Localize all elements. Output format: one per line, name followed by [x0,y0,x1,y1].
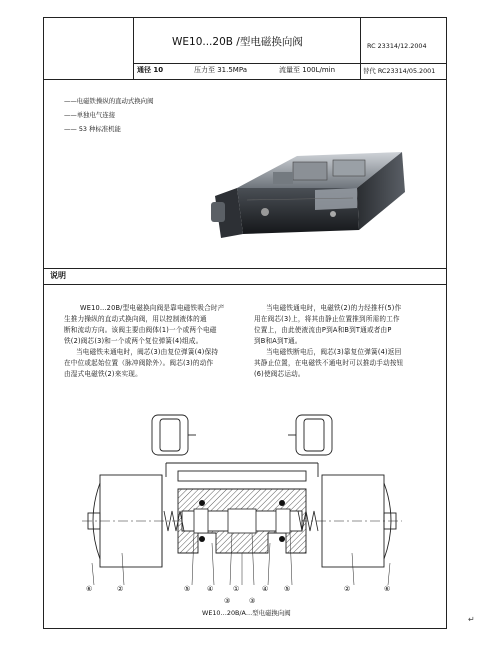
section-top-line [44,268,446,269]
callout-1: ① [233,585,240,593]
feature-item: ——单独电气连接 [64,111,116,119]
callout-4: ④ [207,585,214,593]
desc-line: 断和流动方向。该阀主要由阀体(1)一个或两个电磁 [64,326,217,334]
desc-line: 位置上，由此使液流由P到A和B到T通或者由P [254,326,392,334]
document-frame [43,17,447,629]
desc-line: 当电磁铁未通电时，阀芯(3)由复位弹簧(4)保持 [76,348,219,356]
spec-flow: 流量至 100L/min [279,66,336,74]
callout-5: ⑤ [284,585,291,593]
description-left [64,303,225,380]
valve-product-photo [207,130,417,240]
desc-line: 当电磁铁断电后，阀芯(3)靠复位弹簧(4)返回 [266,348,402,356]
doc-code: RC 23314/12.2004 [367,42,427,50]
callout-3: ③ [249,597,256,605]
callout-2: ② [117,585,124,593]
feature-item: ——电磁铁操纵的直动式换向阀 [64,97,154,105]
spec-pressure: 压力至 31.5MPa [194,66,248,74]
return-mark: ↵ [468,615,475,624]
header-bottom-line [44,79,446,80]
callout-4: ④ [262,585,269,593]
callout-2: ② [344,585,351,593]
section-title: 说明 [50,271,66,280]
desc-line: 用在阀芯(3)上，将其由静止位置推到所需的工作 [254,315,400,323]
desc-line: 当电磁铁通电时，电磁铁(2)的力经推杆(5)作 [266,304,402,312]
desc-line: 在中位或起始位置（脉冲阀除外）。阀芯(3)的动作 [64,359,214,367]
figure-caption: WE10…20B/A…型电磁换向阀 [202,609,291,617]
logo-box-border [133,18,134,79]
description-right [254,303,403,380]
section-bottom-line [44,284,446,285]
desc-line: 生推力操纵的直动式换向阀，用以控制液体的通 [64,315,207,323]
desc-line: 由湿式电磁铁(2)来实现。 [64,370,142,378]
callout-6: ⑥ [384,585,391,593]
header-divider [133,63,446,64]
feature-item: —— 53 种标准机能 [64,125,121,133]
callout-6: ⑥ [86,585,93,593]
desc-line: 铁(2)阀芯(3)和一个或两个复位弹簧(4)组成。 [64,337,203,345]
desc-line: WE10…20B/型电磁换向阀是靠电磁铁吸合时产 [80,304,225,312]
callout-5: ⑤ [184,585,191,593]
replaces-code: 替代 RC23314/05.2001 [363,67,436,75]
spec-size: 通径 10 [137,66,164,74]
callout-3: ③ [224,597,231,605]
doc-code-border [360,18,361,79]
desc-line: 其静止位置，在电磁铁不通电时可以推动手动按钮 [254,359,404,367]
desc-line: 到B和A到T通。 [254,337,302,345]
page-title: WE10...20B /型电磁换向阀 [172,36,303,48]
valve-section-drawing [82,413,402,593]
desc-line: (6)使阀芯运动。 [254,370,305,378]
